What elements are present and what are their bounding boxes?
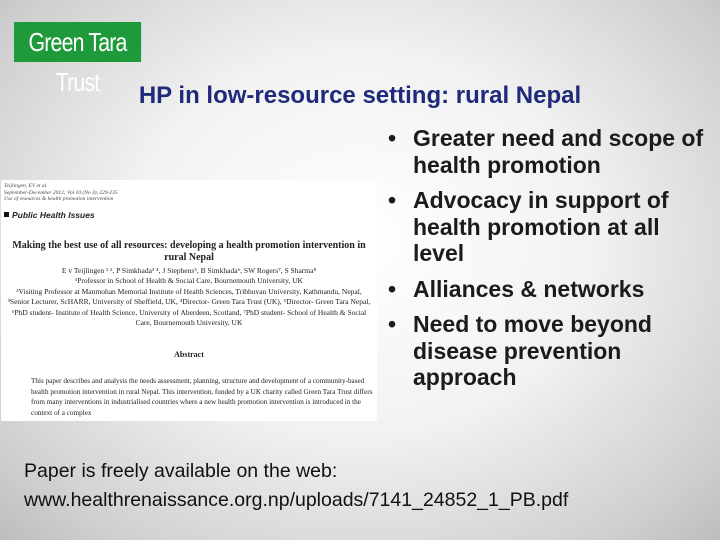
bullet-item — [386, 276, 716, 303]
paper-citation — [4, 183, 118, 203]
bullet-text: Advocacy in support of health promotion at all level — [413, 187, 669, 266]
slide-title: HP in low-resource setting: rural Nepal — [138, 82, 582, 109]
bullet-item — [386, 125, 716, 178]
paper-abstract-heading: Abstract — [174, 350, 204, 359]
green-tara-trust-logo: Green Tara Trust — [14, 22, 141, 62]
footer-note — [24, 457, 714, 515]
paper-meta-line: Teijlingen, EV et al. — [4, 183, 48, 189]
bullet-item — [386, 311, 716, 391]
paper-title: Making the best use of all resources: developing a health promotion intervention in rural Nepal — [12, 240, 366, 263]
paper-abstract: This paper describes and analysis the needs assessment, planning, structure and development of a community-based health promotion intervention in rural Nepal. This intervention, funded by a UK charity called Green Tara Trust differs from many interventions in industrialised countries where a new health promotion intervention is introduced in the context of a complex — [31, 377, 373, 417]
bullet-marker: • — [388, 187, 397, 213]
paper-section-label — [4, 210, 95, 220]
paper-meta-line: September-December 2012; Vol 10 (No 3), 229-235 — [4, 189, 118, 196]
bullet-list — [386, 125, 716, 400]
paper-affiliation: ²Visiting Professor at Manmohan Memorial Institute of Health Sciences, Tribhuvan University, Kathmandu, Nepal, ³Senior Lecturer, ScHARR, University of Sheffield, UK, ⁴Director- Green Tara Trust (UK), ⁵Director- Green Tara Nepal, ⁶PhD student- Institute of Health Science, University of Aberdeen, Scotland, ⁷PhD student- School of Health & Social Care, Bournemouth University, UK — [7, 286, 371, 328]
bullet-text: Need to move beyond disease prevention approach — [413, 311, 652, 390]
paper-meta-line: Use of resources & health promotion intervention — [4, 196, 114, 202]
bullet-text: Alliances & networks — [413, 275, 645, 302]
bullet-item — [386, 187, 716, 267]
bullet-text: Greater need and scope of health promotion — [413, 125, 704, 178]
paper-affiliation: ¹Professor in School of Health & Social Care, Bournemouth University, UK — [75, 276, 303, 286]
paper-authors-block — [7, 266, 371, 328]
paper-section-text: Public Health Issues — [12, 210, 95, 220]
bullet-marker: • — [388, 275, 397, 302]
footer-availability-text: Paper is freely available on the web: — [24, 460, 338, 482]
square-bullet-icon — [4, 212, 9, 217]
paper-url-text: www.healthrenaissance.org.np/uploads/7141_24852_1_PB.pdf — [24, 489, 569, 511]
bullet-marker: • — [388, 311, 397, 337]
paper-excerpt-image — [1, 180, 377, 421]
paper-authors: E v Teijlingen ¹ ², P Simkhada³ ⁴, J Stephens⁵, B Simkhada⁶, SW Rogers⁷, S Sharma⁸ — [61, 266, 317, 275]
bullet-marker: • — [388, 125, 397, 151]
